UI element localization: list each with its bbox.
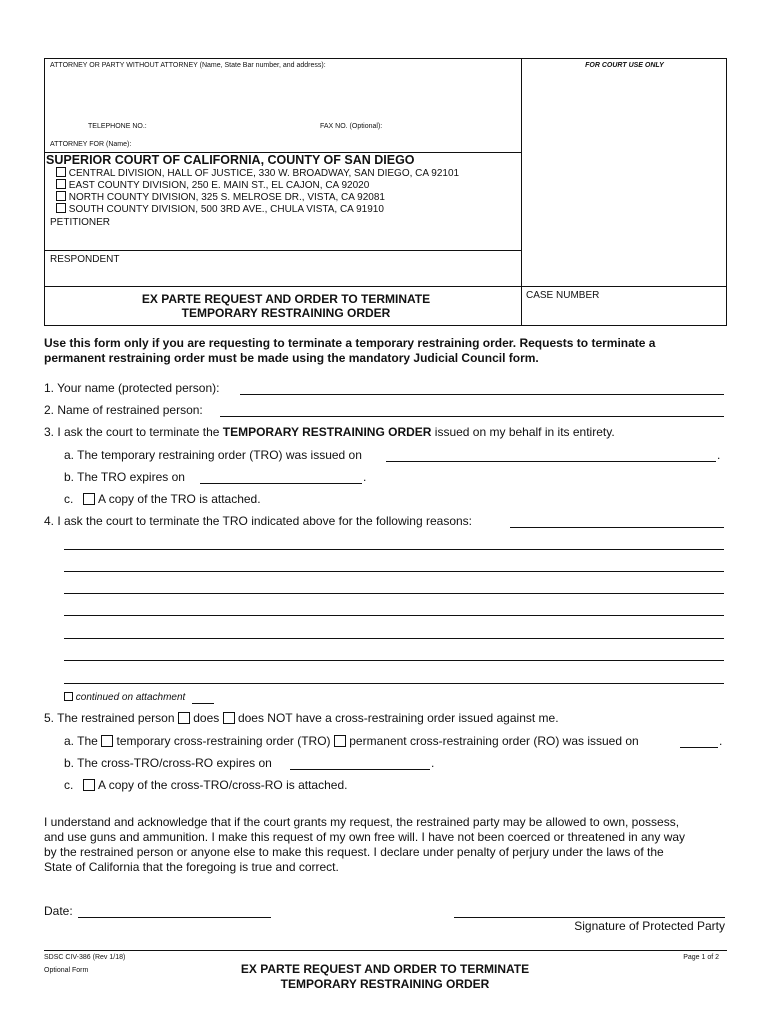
item-5: 5. The restrained person does does NOT have a cross-restraining order issued against me. xyxy=(44,711,559,725)
item-3b-period: . xyxy=(363,470,367,484)
footer-title-2: TEMPORARY RESTRAINING ORDER xyxy=(280,977,490,991)
reasons-line-0[interactable] xyxy=(510,527,724,528)
signature-label: Signature of Protected Party xyxy=(574,919,725,933)
footer-title-1: EX PARTE REQUEST AND ORDER TO TERMINATE xyxy=(240,962,530,976)
footer-optional: Optional Form xyxy=(44,967,89,974)
cross-order-expires-date-field[interactable] xyxy=(290,769,430,770)
cross-order-attached-checkbox[interactable] xyxy=(83,779,95,791)
reasons-line-2[interactable] xyxy=(64,571,724,572)
protected-person-name-field[interactable] xyxy=(240,394,724,395)
division-north-checkbox[interactable] xyxy=(56,191,66,201)
division-south-checkbox[interactable] xyxy=(56,203,66,213)
petitioner-label: PETITIONER xyxy=(50,217,111,228)
division-east-checkbox[interactable] xyxy=(56,179,66,189)
item-5a-period: . xyxy=(719,734,723,748)
tro-issued-date-field[interactable] xyxy=(386,461,716,462)
restrained-person-name-field[interactable] xyxy=(220,416,724,417)
court-divider xyxy=(44,250,521,251)
division-central[interactable]: CENTRAL DIVISION, HALL OF JUSTICE, 330 W. BROADWAY, SAN DIEGO, CA 92101 xyxy=(56,167,459,179)
attorney-field[interactable] xyxy=(46,72,518,118)
date-field[interactable] xyxy=(78,917,271,918)
declaration-line-3: by the restrained person or anyone else to make this request. I declare under penalty of perjury under the laws of the xyxy=(44,845,664,859)
reasons-line-1[interactable] xyxy=(64,549,724,550)
reasons-line-7[interactable] xyxy=(64,683,724,684)
item-1-label: 1. Your name (protected person): xyxy=(44,381,220,395)
telephone-label: TELEPHONE NO.: xyxy=(88,123,147,130)
does-checkbox[interactable] xyxy=(178,712,190,724)
respondent-divider xyxy=(44,286,727,287)
item-5a: a. The temporary cross-restraining order (TRO) permanent cross-restraining order (RO) was issued on xyxy=(64,734,639,748)
tro-expires-date-field[interactable] xyxy=(200,483,362,484)
court-title: SUPERIOR COURT OF CALIFORNIA, COUNTY OF SAN DIEGO xyxy=(46,153,415,167)
continued-on-attachment: continued on attachment xyxy=(64,692,185,703)
declaration-line-1: I understand and acknowledge that if the court grants my request, the restrained party may be allowed to own, possess, xyxy=(44,815,680,829)
attachment-number-field[interactable] xyxy=(192,703,214,704)
court-use-area xyxy=(523,72,725,284)
item-5b-period: . xyxy=(431,756,435,770)
declaration-line-2: and use guns and ammunition. I make this request of my own free will. I have not been coerced or threatened in any way xyxy=(44,830,686,844)
reasons-line-6[interactable] xyxy=(64,660,724,661)
intro-line-1: Use this form only if you are requesting to terminate a temporary restraining order. Requests to terminate a xyxy=(44,336,656,350)
date-label: Date: xyxy=(44,904,73,918)
respondent-label: RESPONDENT xyxy=(50,254,120,265)
reasons-line-4[interactable] xyxy=(64,615,724,616)
attorney-for-label: ATTORNEY FOR (Name): xyxy=(50,141,132,148)
reasons-line-5[interactable] xyxy=(64,638,724,639)
declaration-line-4: State of California that the foregoing is true and correct. xyxy=(44,860,339,874)
cross-order-issued-date-field[interactable] xyxy=(680,747,718,748)
case-number-field[interactable] xyxy=(523,302,725,324)
continued-checkbox[interactable] xyxy=(64,692,73,701)
item-4-label: 4. I ask the court to terminate the TRO indicated above for the following reasons: xyxy=(44,514,473,528)
item-3-label: 3. I ask the court to terminate the TEMPORARY RESTRAINING ORDER issued on my behalf in its entirety. xyxy=(44,425,615,439)
fax-label: FAX NO. (Optional): xyxy=(320,123,383,130)
caption-form-title-1: EX PARTE REQUEST AND ORDER TO TERMINATE xyxy=(141,292,431,306)
reasons-line-3[interactable] xyxy=(64,593,724,594)
attorney-label: ATTORNEY OR PARTY WITHOUT ATTORNEY (Name, State Bar number, and address): xyxy=(50,62,326,69)
caption-form-title-2: TEMPORARY RESTRAINING ORDER xyxy=(181,306,391,320)
footer-page-number: Page 1 of 2 xyxy=(683,954,719,961)
item-3c: c. A copy of the TRO is attached. xyxy=(64,492,261,506)
division-east[interactable]: EAST COUNTY DIVISION, 250 E. MAIN ST., EL CAJON, CA 92020 xyxy=(56,179,369,191)
item-5c: c. A copy of the cross-TRO/cross-RO is attached. xyxy=(64,778,348,792)
case-number-label: CASE NUMBER xyxy=(526,290,600,301)
item-3a-period: . xyxy=(717,448,721,462)
intro-line-2: permanent restraining order must be made using the mandatory Judicial Council form. xyxy=(44,351,539,365)
item-2-label: 2. Name of restrained person: xyxy=(44,403,203,417)
does-not-checkbox[interactable] xyxy=(223,712,235,724)
division-north[interactable]: NORTH COUNTY DIVISION, 325 S. MELROSE DR., VISTA, CA 92081 xyxy=(56,191,385,203)
tro-attached-checkbox[interactable] xyxy=(83,493,95,505)
footer-rule xyxy=(44,950,727,951)
division-south[interactable]: SOUTH COUNTY DIVISION, 500 3RD AVE., CHULA VISTA, CA 91910 xyxy=(56,203,384,215)
item-5b-label: b. The cross-TRO/cross-RO expires on xyxy=(64,756,272,770)
division-central-checkbox[interactable] xyxy=(56,167,66,177)
signature-field[interactable] xyxy=(454,917,725,918)
item-3a-label: a. The temporary restraining order (TRO) was issued on xyxy=(64,448,362,462)
item-3b-label: b. The TRO expires on xyxy=(64,470,185,484)
cross-ro-checkbox[interactable] xyxy=(334,735,346,747)
footer-form-id: SDSC CIV-386 (Rev 1/18) xyxy=(44,954,126,961)
court-use-label: FOR COURT USE ONLY xyxy=(585,62,664,69)
cross-tro-checkbox[interactable] xyxy=(101,735,113,747)
